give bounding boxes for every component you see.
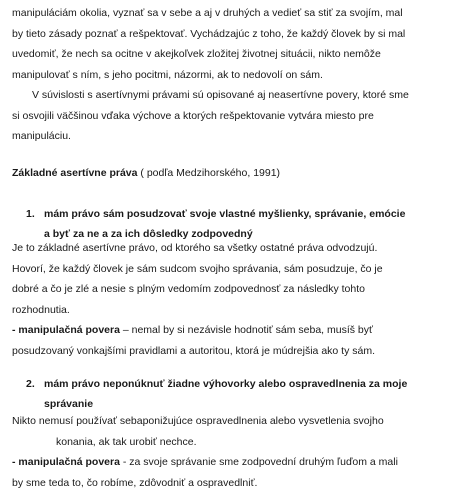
text-line: manipulovať s ním, s jeho pocitmi, názormi, ak to nedovolí on sám. — [12, 68, 323, 81]
superstition-label: - manipulačná povera — [12, 456, 120, 468]
manipulation-superstition — [12, 452, 442, 473]
text-line: posudzovaný vonkajšími pravidlami a autoritou, ktorá je múdrejšia ako ty sám. — [12, 344, 375, 357]
section-heading — [12, 163, 442, 183]
text-line: manipuláciám okolia, vyznať sa v sebe a aj v druhých a vedieť sa stiť za svojím, mal — [12, 7, 403, 19]
section-heading-source: ( podľa Medzihorského, 1991) — [137, 167, 281, 179]
list-number: 1. — [26, 208, 35, 220]
text-line: V súvislosti s asertívnymi právami sú opisované aj neasertívne povery, ktoré sme — [32, 89, 409, 101]
right-item-1-body — [12, 238, 442, 361]
right-item-2-body — [12, 411, 442, 493]
text-line: dobré a čo je zlé a nesie s plným vedomím zodpovednosť za následky tohto — [12, 283, 365, 295]
text-line: si osvojili väčšinou vďaka výchove a ktorých rešpektovanie vytvára miesto pre — [12, 109, 374, 122]
text-line: Hovorí, že každý človek je sám sudcom svojho správania, sám posudzuje, čo je — [12, 262, 383, 275]
text-line: Je to základné asertívne právo, od ktorého sa všetky ostatné práva odvodzujú. — [12, 242, 378, 254]
text-line: konania, ak tak urobiť nechce. — [56, 435, 197, 448]
text-line: Nikto nemusí používať sebaponižujúce ospravedlnenia alebo vysvetlenia svojho — [12, 415, 384, 427]
title-line: mám právo sám posudzovať svoje vlastné myšlienky, správanie, emócie — [44, 208, 406, 220]
asertive-rights-paragraph — [12, 85, 442, 147]
section-heading-title: Základné asertívne práva — [12, 167, 138, 179]
title-line: správanie — [44, 398, 94, 410]
intro-paragraph — [12, 3, 442, 85]
superstition-text: – nemal by si nezávisle hodnotiť sám seba, musíš byť — [119, 324, 373, 336]
title-line: a byť za ne a za ich dôsledky zodpovedný — [44, 228, 253, 240]
list-number: 2. — [26, 378, 35, 390]
title-line: mám právo neponúknuť žiadne výhovorky alebo ospravedlnenia za moje — [44, 378, 408, 390]
text-line: rozhodnutia. — [12, 303, 70, 316]
text-line: uvedomiť, že nech sa ocitne v akejkoľvek zložitej životnej situácii, nikto nemôže — [12, 48, 381, 60]
superstition-label: - manipulačná povera — [12, 324, 120, 336]
superstition-text: - za svoje správanie sme zodpovední druhým ľuďom a mali — [119, 456, 398, 468]
text-line: by sme teda to, čo robíme, zdôvodniť a ospravedlniť. — [12, 476, 258, 489]
right-item-2-title — [26, 374, 446, 414]
text-line: manipuláciu. — [12, 130, 71, 142]
text-line: by tieto zásady poznať a rešpektovať. Vychádzajúc z toho, že každý človek by si mal — [12, 27, 406, 40]
manipulation-superstition — [12, 320, 442, 341]
